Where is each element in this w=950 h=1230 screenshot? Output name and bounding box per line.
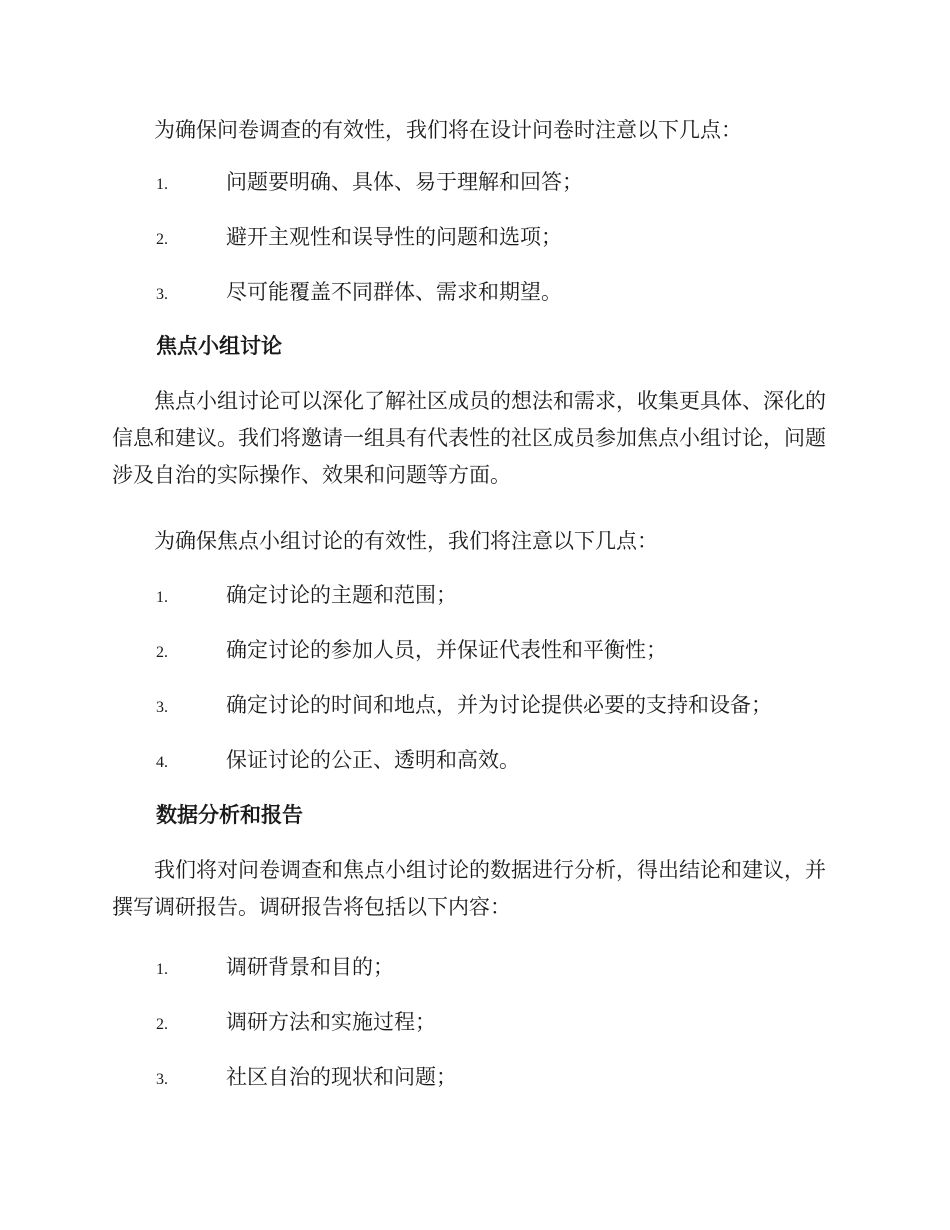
list-number: 3. [156, 699, 168, 716]
list-number: 1. [156, 961, 168, 978]
list-item-text: 确定讨论的时间和地点，并为讨论提供必要的支持和设备； [226, 693, 772, 717]
list-number: 1. [156, 176, 168, 193]
analysis-paragraph: 我们将对问卷调查和焦点小组讨论的数据进行分析，得出结论和建议，并撰写调研报告。调研报告将包括以下内容： [112, 858, 826, 919]
focus-group-heading: 焦点小组讨论 [156, 334, 282, 358]
list-item-text: 调研方法和实施过程； [226, 1010, 436, 1034]
survey-intro-paragraph: 为确保问卷调查的有效性，我们将在设计问卷时注意以下几点： [154, 118, 742, 142]
focus-intro-paragraph: 为确保焦点小组讨论的有效性，我们将注意以下几点： [154, 529, 658, 553]
list-item-text: 确定讨论的参加人员，并保证代表性和平衡性； [226, 638, 667, 662]
focus-list-item [156, 635, 667, 668]
survey-list-item [156, 277, 562, 310]
list-number: 3. [156, 286, 168, 303]
focus-list-item [156, 690, 772, 723]
list-item-text: 保证讨论的公正、透明和高效。 [226, 748, 520, 772]
analysis-list-item [156, 952, 394, 985]
analysis-list-item [156, 1062, 457, 1095]
list-number: 3. [156, 1071, 168, 1088]
list-item-text: 尽可能覆盖不同群体、需求和期望。 [226, 280, 562, 304]
list-item-text: 确定讨论的主题和范围； [226, 583, 457, 607]
focus-group-paragraph: 焦点小组讨论可以深化了解社区成员的想法和需求，收集更具体、深化的信息和建议。我们将邀请一组具有代表性的社区成员参加焦点小组讨论，问题涉及自治的实际操作、效果和问题等方面。 [112, 389, 826, 487]
analysis-list-item [156, 1007, 436, 1040]
list-number: 4. [156, 754, 168, 771]
list-number: 2. [156, 231, 168, 248]
survey-list-item [156, 222, 562, 255]
list-item-text: 社区自治的现状和问题； [226, 1065, 457, 1089]
list-item-text: 问题要明确、具体、易于理解和回答； [226, 170, 583, 194]
list-number: 1. [156, 589, 168, 606]
focus-list-item [156, 745, 520, 778]
list-number: 2. [156, 1016, 168, 1033]
list-item-text: 避开主观性和误导性的问题和选项； [226, 225, 562, 249]
list-number: 2. [156, 644, 168, 661]
focus-list-item [156, 580, 457, 613]
list-item-text: 调研背景和目的； [226, 955, 394, 979]
analysis-heading: 数据分析和报告 [156, 803, 303, 827]
survey-list-item [156, 167, 583, 200]
